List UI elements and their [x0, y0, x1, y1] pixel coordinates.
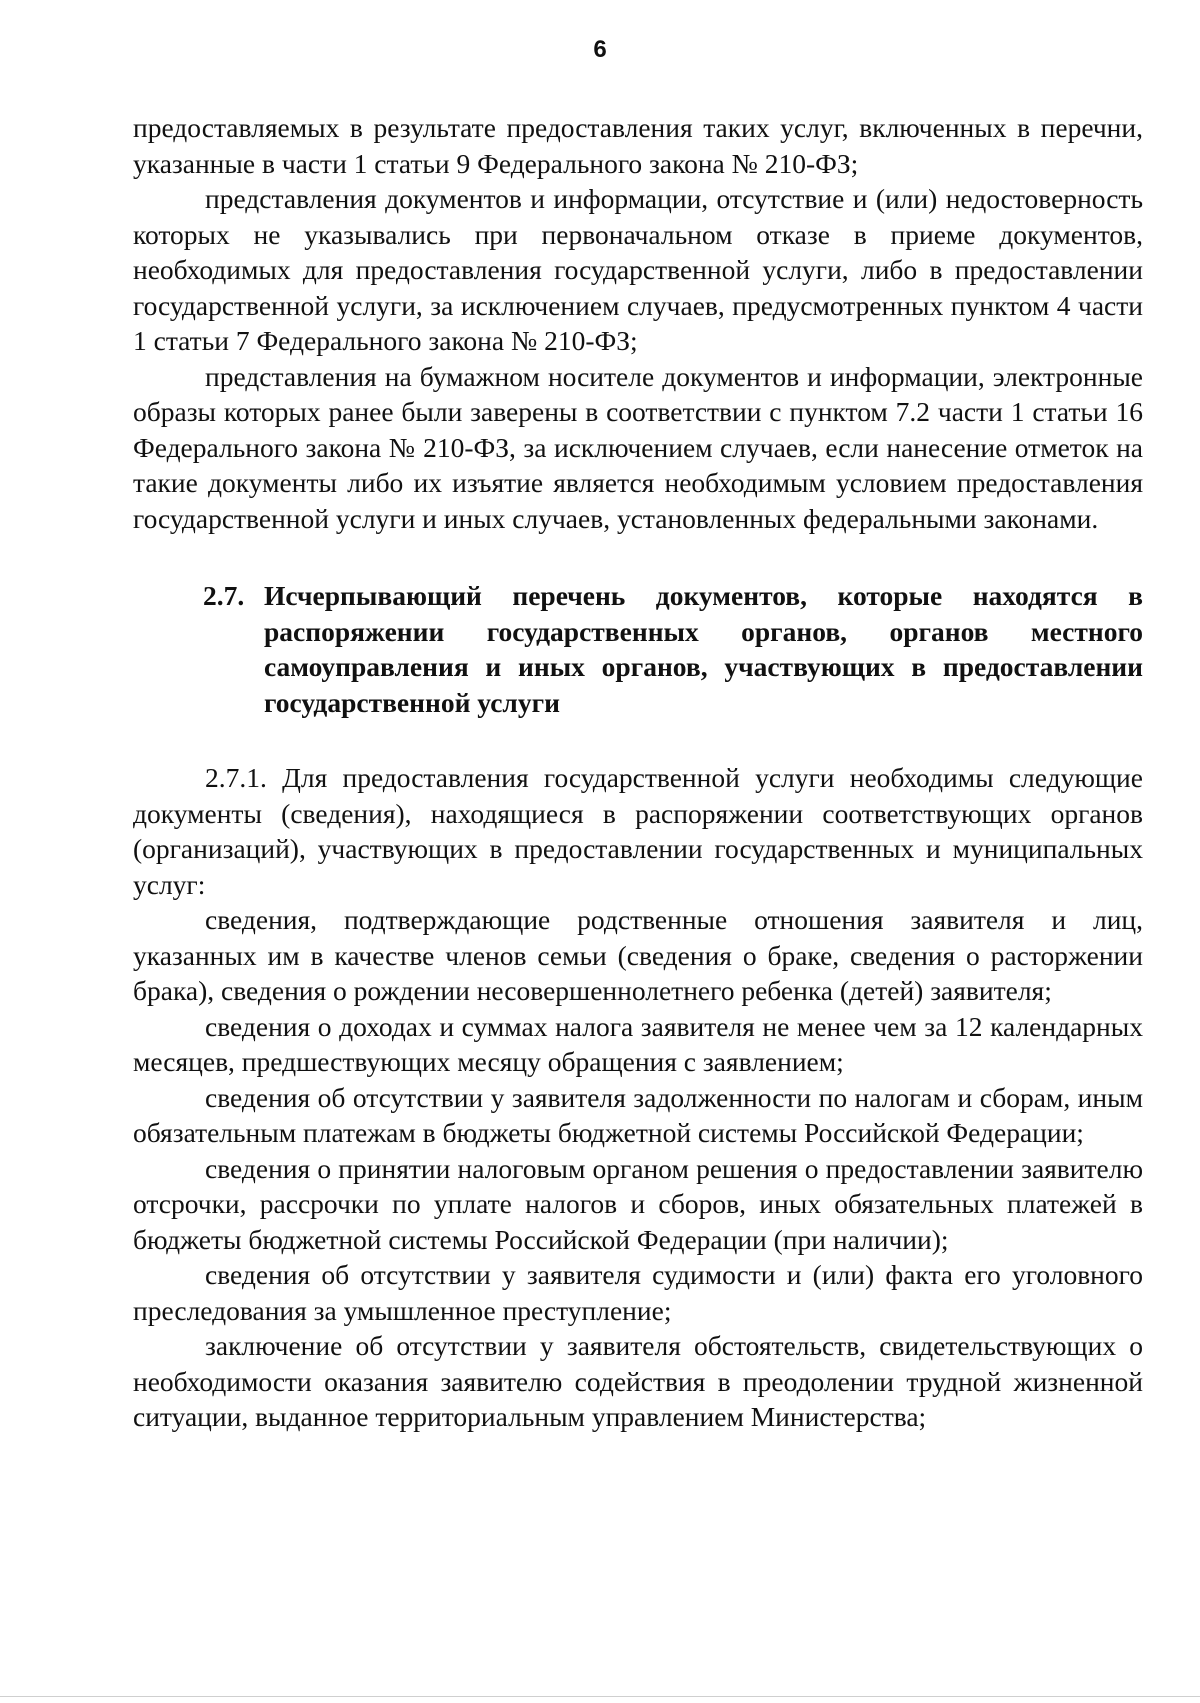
section-heading: [133, 578, 1143, 720]
paragraph: сведения об отсутствии у заявителя судимости и (или) факта его уголовного преследования за умышленное преступление;: [133, 1259, 1143, 1326]
paragraph: сведения об отсутствии у заявителя задолженности по налогам и сборам, иным обязательным платежам в бюджеты бюджетной системы Российской Федерации;: [133, 1081, 1143, 1148]
paragraph: сведения о доходах и суммах налога заявителя не менее чем за 12 календарных месяцев, предшествующих месяцу обращения с заявлением;: [133, 1010, 1143, 1077]
scan-edge-divider: [0, 1696, 1200, 1697]
paragraph: сведения, подтверждающие родственные отношения заявителя и лиц, указанных им в качестве членов семьи (сведения о браке, сведения о расторжении брака), сведения о рождении несовершеннолетнего ребенка (детей) заявителя;: [133, 904, 1143, 1006]
paragraph: 2.7.1. Для предоставления государственной услуги необходимы следующие документы (сведения), находящиеся в распоряжении соответствующих органов (организаций), участвующих в предоставлении государственных и муниципальных услуг:: [133, 762, 1143, 900]
section-number: 2.7.: [203, 580, 245, 611]
paragraph: представления на бумажном носителе документов и информации, электронные образы которых ранее были заверены в соответствии с пунктом 7.2 части 1 статьи 16 Федерального закона № 210-ФЗ, за исключением случаев, если нанесение отметок на такие документы либо их изъятие является необходимым условием предоставления государственной услуги и иных случаев, установленных федеральными законами.: [133, 360, 1143, 534]
paragraph: представления документов и информации, отсутствие и (или) недостоверность которых не указывались при первоначальном отказе в приеме документов, необходимых для предоставления государственной услуги, либо в предоставлении государственной услуги, за исключением случаев, предусмотренных пунктом 4 части 1 статьи 7 Федерального закона № 210-ФЗ;: [133, 183, 1143, 356]
page-number: 6: [593, 36, 607, 63]
document-body: [133, 110, 1143, 1435]
paragraph: заключение об отсутствии у заявителя обстоятельств, свидетельствующих о необходимости оказания заявителю содействия в преодолении трудной жизненной ситуации, выданное территориальным управлением Министерства;: [133, 1330, 1143, 1432]
paragraph: предоставляемых в результате предоставления таких услуг, включенных в перечни, указанные в части 1 статьи 9 Федерального закона № 210-ФЗ;: [133, 112, 1143, 179]
paragraph: сведения о принятии налоговым органом решения о предоставлении заявителю отсрочки, рассрочки по уплате налогов и сборов, иных обязательных платежей в бюджеты бюджетной системы Российской Федерации (при наличии);: [133, 1152, 1143, 1255]
section-title: Исчерпывающий перечень документов, которые находятся в распоряжении государственных органов, органов местного самоуправления и иных органов, участвующих в предоставлении государственной услуги: [264, 580, 1143, 718]
